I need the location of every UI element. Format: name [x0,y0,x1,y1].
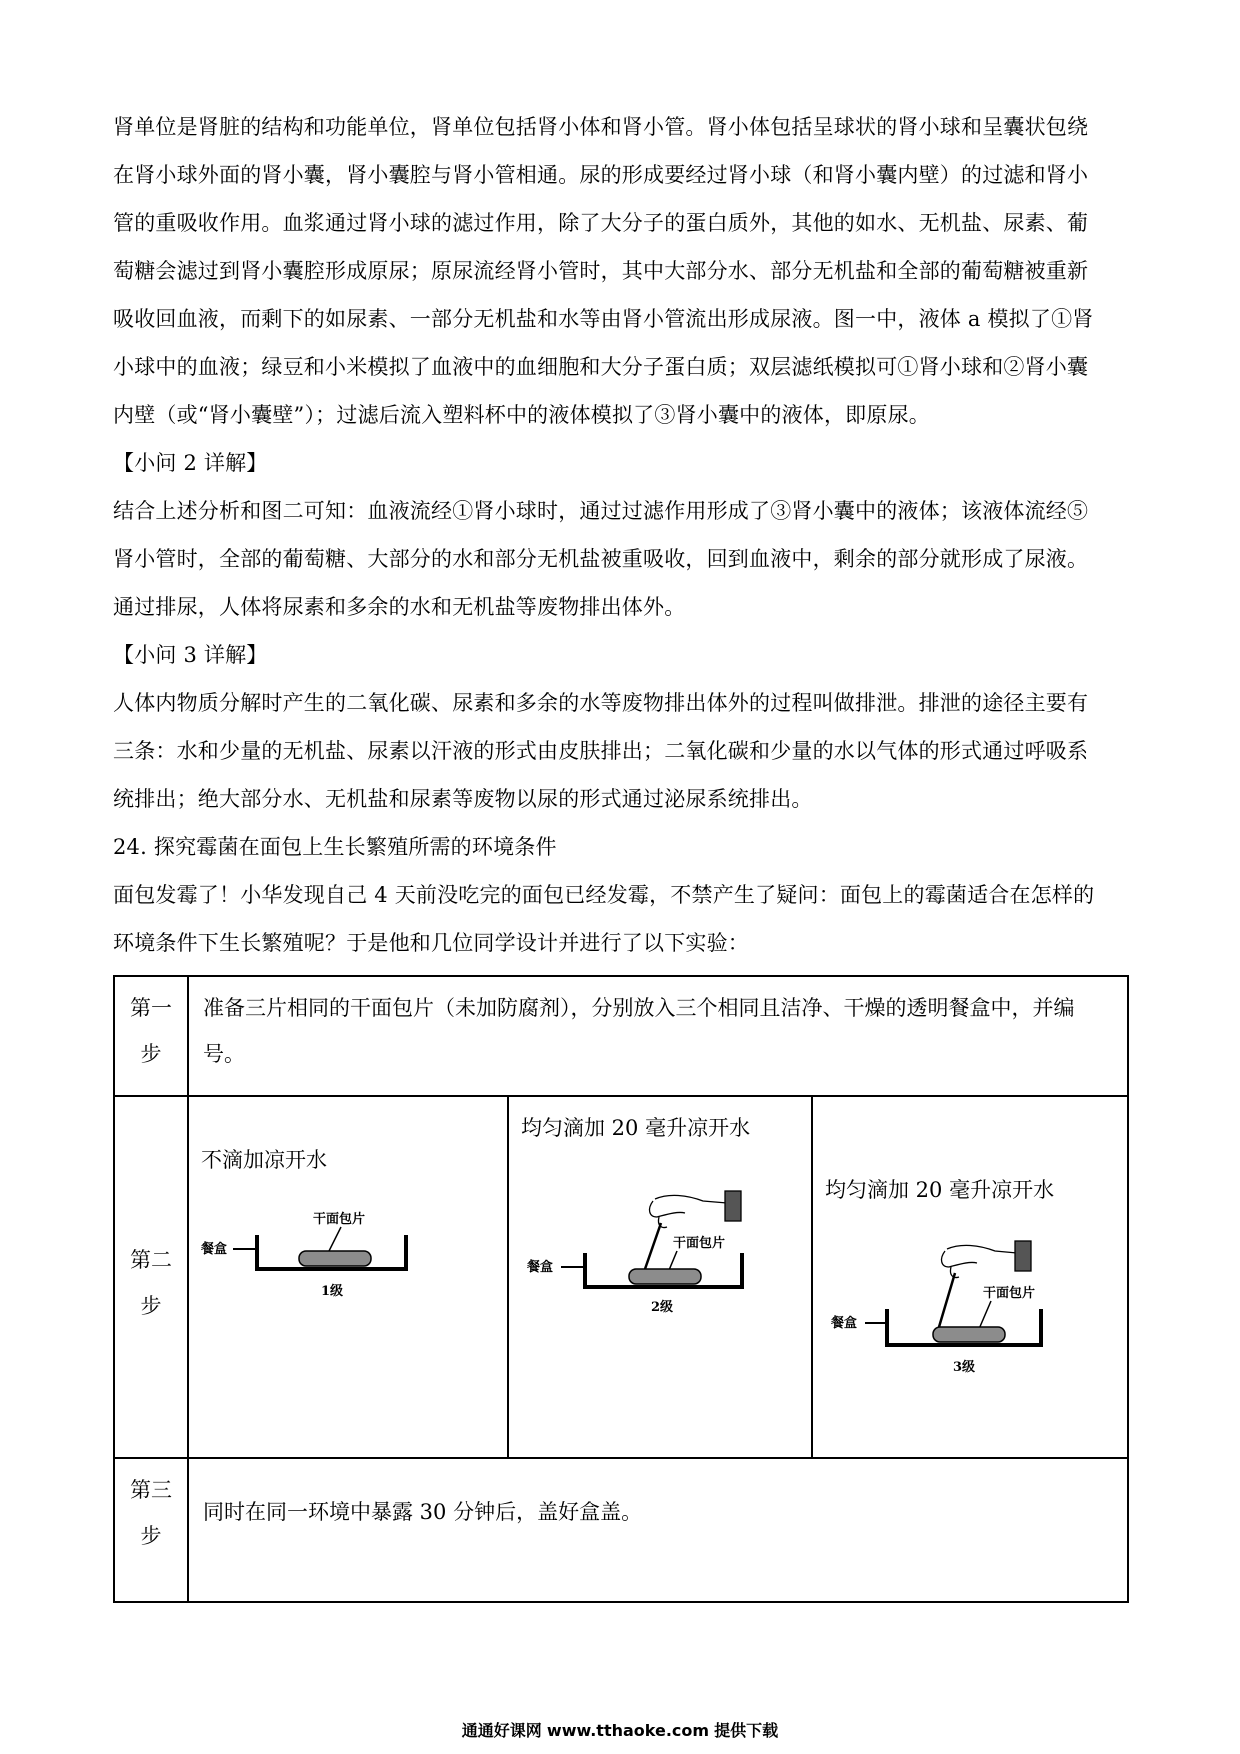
paragraph-line: 环境条件下生长繁殖呢？于是他和几位同学设计并进行了以下实验： [113,931,749,955]
experiment-table [113,975,1129,1603]
paragraph-line: 通过排尿，人体将尿素和多余的水和无机盐等废物排出体外。 [113,595,686,619]
treatment-caption: 均匀滴加 20 毫升凉开水 [825,1178,1055,1202]
step-content-cell [188,976,1128,1096]
dropper-hand-icon [645,1191,741,1269]
step-row-1 [114,976,1128,1096]
footer-site: 通通好课网 [461,1721,542,1740]
bread-slice-shape [299,1251,371,1266]
step-label: 步 [140,1524,162,1548]
paragraph-line: 统排出；绝大部分水、无机盐和尿素等废物以尿的形式通过泌尿系统排出。 [113,787,813,811]
bread-slice-shape [933,1327,1005,1342]
step-label: 步 [140,1042,162,1066]
box-label: 餐盒 [527,1260,554,1275]
step-label: 步 [140,1294,162,1318]
paragraph-line: 人体内物质分解时产生的二氧化碳、尿素和多余的水等废物排出体外的过程叫做排泄。排泄的途径主要有 [113,691,1089,715]
paragraph-line: 内壁（或“肾小囊壁”）；过滤后流入塑料杯中的液体模拟了③肾小囊中的液体，即原尿。 [113,403,930,427]
section-heading: 【小问 2 详解】 [113,451,268,475]
step-text: 准备三片相同的干面包片（未加防腐剂），分别放入三个相同且洁净、干燥的透明餐盒中，并编 [203,996,1075,1020]
bread-label: 干面包片 [983,1286,1036,1301]
paragraph-line: 面包发霉了！小华发现自己 4 天前没吃完的面包已经发霉，不禁产生了疑问：面包上的霉菌适合在怎样的 [113,883,1095,907]
treatment-cell-2 [508,1097,812,1457]
paragraph-line: 小球中的血液；绿豆和小米模拟了血液中的血细胞和大分子蛋白质；双层滤纸模拟可①肾小球和②肾小囊 [113,355,1089,379]
step-label: 第二 [130,1248,172,1272]
treatment-grid [189,1097,1127,1457]
footer-suffix: 提供下载 [714,1721,779,1740]
step-label-cell [114,976,188,1096]
paragraph-line: 在肾小球外面的肾小囊，肾小囊腔与肾小管相通。尿的形成要经过肾小球（和肾小囊内壁）的过滤和肾小 [113,163,1089,187]
step-row-2 [114,1096,1128,1458]
box-label: 餐盒 [201,1242,228,1257]
box-label: 餐盒 [831,1316,858,1331]
number-label: 2级 [651,1300,674,1315]
treatment-caption: 均匀滴加 20 毫升凉开水 [521,1116,751,1140]
footer-url[interactable]: www.tthaoke.com [546,1721,710,1740]
number-label: 3级 [953,1360,976,1375]
paragraph-line: 萄糖会滤过到肾小囊腔形成原尿；原尿流经肾小管时，其中大部分水、部分无机盐和全部的葡萄糖被重新 [113,259,1089,283]
step-label: 第三 [130,1478,172,1502]
treatment-cell-1 [189,1097,508,1457]
paragraph-line: 吸收回血液，而剩下的如尿素、一部分无机盐和水等由肾小管流出形成尿液。图一中，液体 a 模拟了①肾 [113,307,1094,331]
bread-label: 干面包片 [673,1236,726,1251]
paragraph-line: 肾单位是肾脏的结构和功能单位，肾单位包括肾小体和肾小管。肾小体包括呈球状的肾小球和呈囊状包绕 [113,115,1089,139]
lunchbox-diagram-3 [831,1237,1071,1387]
paragraph-line: 三条：水和少量的无机盐、尿素以汗液的形式由皮肤排出；二氧化碳和少量的水以气体的形式通过呼吸系 [113,739,1089,763]
bread-label: 干面包片 [313,1212,366,1227]
lunchbox-diagram-1 [201,1207,411,1307]
paragraph-line: 肾小管时，全部的葡萄糖、大部分的水和部分无机盐被重吸收，回到血液中，剩余的部分就形成了尿液。 [113,547,1089,571]
step-content-cell [188,1096,1128,1458]
paragraph-line: 管的重吸收作用。血浆通过肾小球的滤过作用，除了大分子的蛋白质外，其他的如水、无机盐、尿素、葡 [113,211,1089,235]
section-heading: 【小问 3 详解】 [113,643,268,667]
step-content-cell [188,1458,1128,1602]
page-footer [0,1718,1240,1741]
step-label: 第一 [130,996,172,1020]
bread-slice-shape [629,1269,701,1284]
treatment-caption: 不滴加凉开水 [201,1148,327,1172]
paragraph-line: 结合上述分析和图二可知：血液流经①肾小球时，通过过滤作用形成了③肾小囊中的液体；该液体流经⑤ [113,499,1089,523]
step-label-cell [114,1096,188,1458]
question-title: 24. 探究霉菌在面包上生长繁殖所需的环境条件 [113,835,557,859]
number-label: 1级 [321,1284,344,1299]
answer-body [113,103,1127,967]
step-text: 号。 [203,1042,245,1066]
step-text: 同时在同一环境中暴露 30 分钟后，盖好盒盖。 [203,1500,643,1524]
step-row-3 [114,1458,1128,1602]
treatment-cell-3 [812,1097,1127,1457]
step-label-cell [114,1458,188,1602]
lunchbox-diagram-2 [527,1187,767,1337]
